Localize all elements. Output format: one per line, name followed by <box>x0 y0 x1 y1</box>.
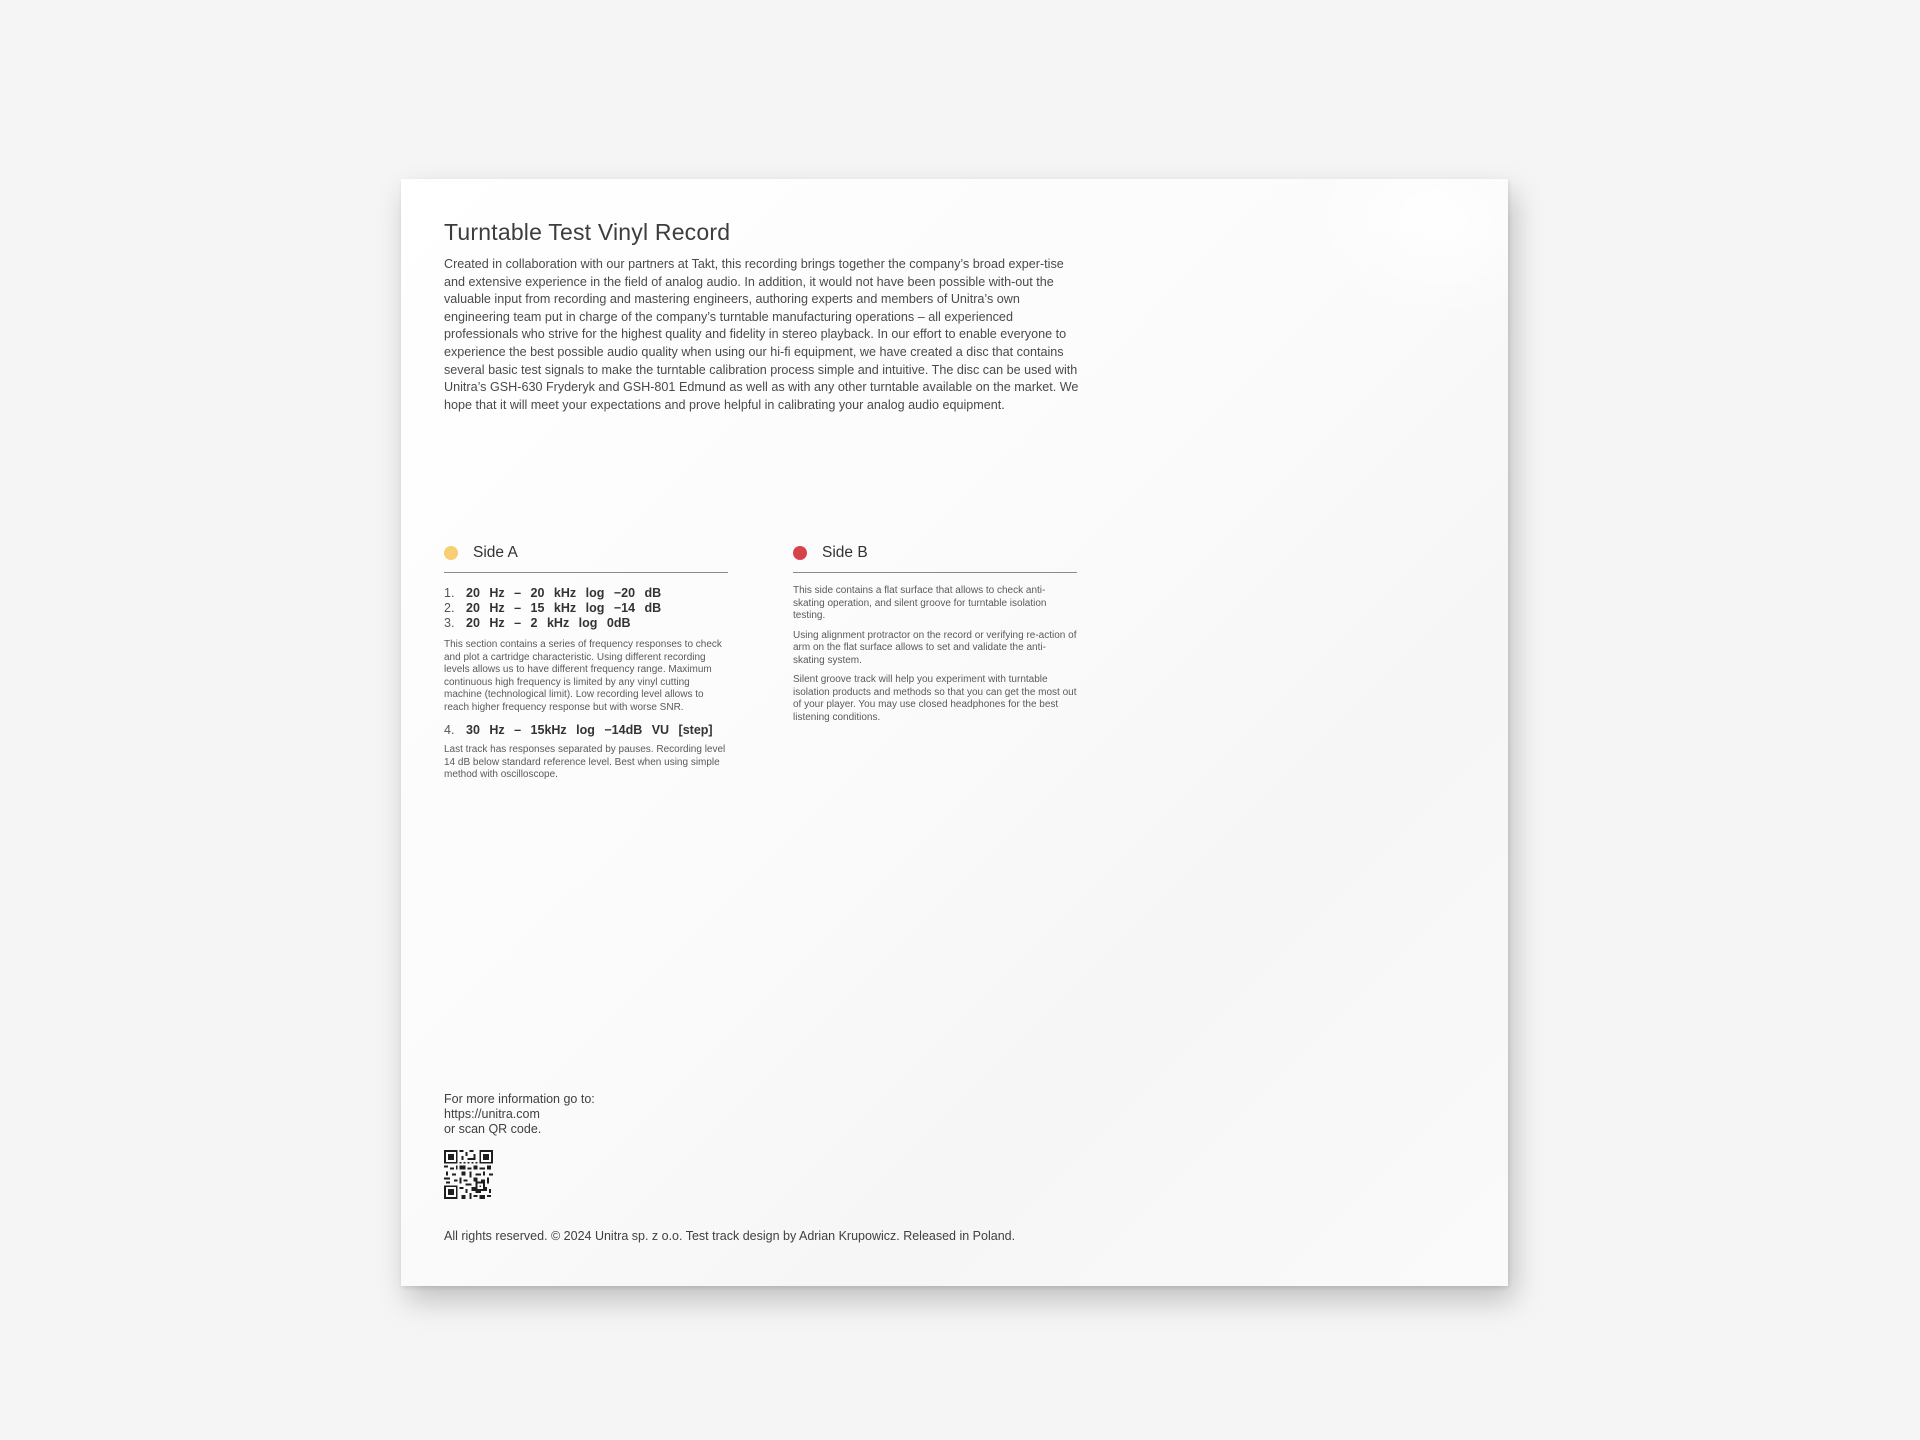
more-info-text: For more information go to: <box>444 1092 595 1106</box>
intro-paragraph: Created in collaboration with our partners at Takt, this recording brings together the company’s broad exper-tise and extensive experience in the field of analog audio. In addition, it would not have been possible with-out the valuable input from recording and mastering engineers, authoring experts and members of Unitra’s own engineering team put in charge of the company’s turntable manufacturing operations – all experienced professionals who strive for the highest quality and fidelity in stereo playback. In our effort to enable everyone to experience the best possible audio quality when using our hi-fi equipment, we have created a disc that contains several basic test signals to make the turntable calibration process simple and intuitive. The disc can be used with Unitra’s GSH-630 Fryderyk and GSH-801 Edmund as well as with any other turntable available on the market. We hope that it will meet your expectations and prove helpful in calibrating your analog audio equipment. <box>444 257 1079 412</box>
track-item <box>444 601 728 616</box>
qr-code-icon[interactable] <box>444 1150 493 1199</box>
page-title: Turntable Test Vinyl Record <box>444 219 731 245</box>
side-b-note-2: Using alignment protractor on the record or verifying re-action of arm on the flat surface allows to set and validate the anti-skating system. <box>793 629 1077 666</box>
track-spec: 20 Hz – 2 kHz log 0dB <box>466 616 631 630</box>
track-spec: 20 Hz – 15 kHz log −14 dB <box>466 601 662 615</box>
track-item <box>444 723 728 738</box>
track-number: 2. <box>444 601 455 615</box>
side-b-label: Side B <box>822 544 868 561</box>
track-item <box>444 586 728 601</box>
side-a-header <box>444 542 728 573</box>
side-a-section <box>444 542 728 782</box>
more-info-qr-hint: or scan QR code. <box>444 1122 542 1137</box>
side-a-track-list <box>444 586 728 631</box>
record-sleeve-back <box>401 179 1508 1286</box>
track-spec: 30 Hz – 15kHz log −14dB VU [step] <box>466 723 713 737</box>
track-number: 4. <box>444 723 455 737</box>
side-b-section <box>793 542 1077 724</box>
more-info-url[interactable]: https://unitra.com <box>444 1107 540 1122</box>
side-b-dot-icon <box>793 546 807 560</box>
track-number: 1. <box>444 586 455 600</box>
side-b-note-1: This side contains a flat surface that allows to check anti-skating operation, and silent groove for turntable isolation testing. <box>793 585 1047 621</box>
side-a-dot-icon <box>444 546 458 560</box>
track-spec: 20 Hz – 20 kHz log −20 dB <box>466 586 662 600</box>
track-item <box>444 616 728 631</box>
footer-copyright: All rights reserved. © 2024 Unitra sp. z o.o. Test track design by Adrian Krupowicz. Released in Poland. <box>444 1229 1016 1243</box>
side-b-header <box>793 542 1077 573</box>
side-b-note-3: Silent groove track will help you experiment with turntable isolation products and methods so that you can get the most out of your player. You may use closed headphones for the best listening conditions. <box>793 674 1077 723</box>
more-info-block <box>444 1092 595 1138</box>
side-a-note-2: Last track has responses separated by pauses. Recording level 14 dB below standard reference level. Best when using simple method with oscilloscope. <box>444 744 726 780</box>
track-number: 3. <box>444 616 455 630</box>
side-a-note-1: This section contains a series of frequency responses to check and plot a cartridge characteristic. Using different recording levels allows us to have different frequency range. Maximum continuous high frequency is limited by any vinyl cutting machine (technological limit). Low recording level allows to reach higher frequency response but with worse SNR. <box>444 639 722 713</box>
side-a-label: Side A <box>473 544 518 561</box>
